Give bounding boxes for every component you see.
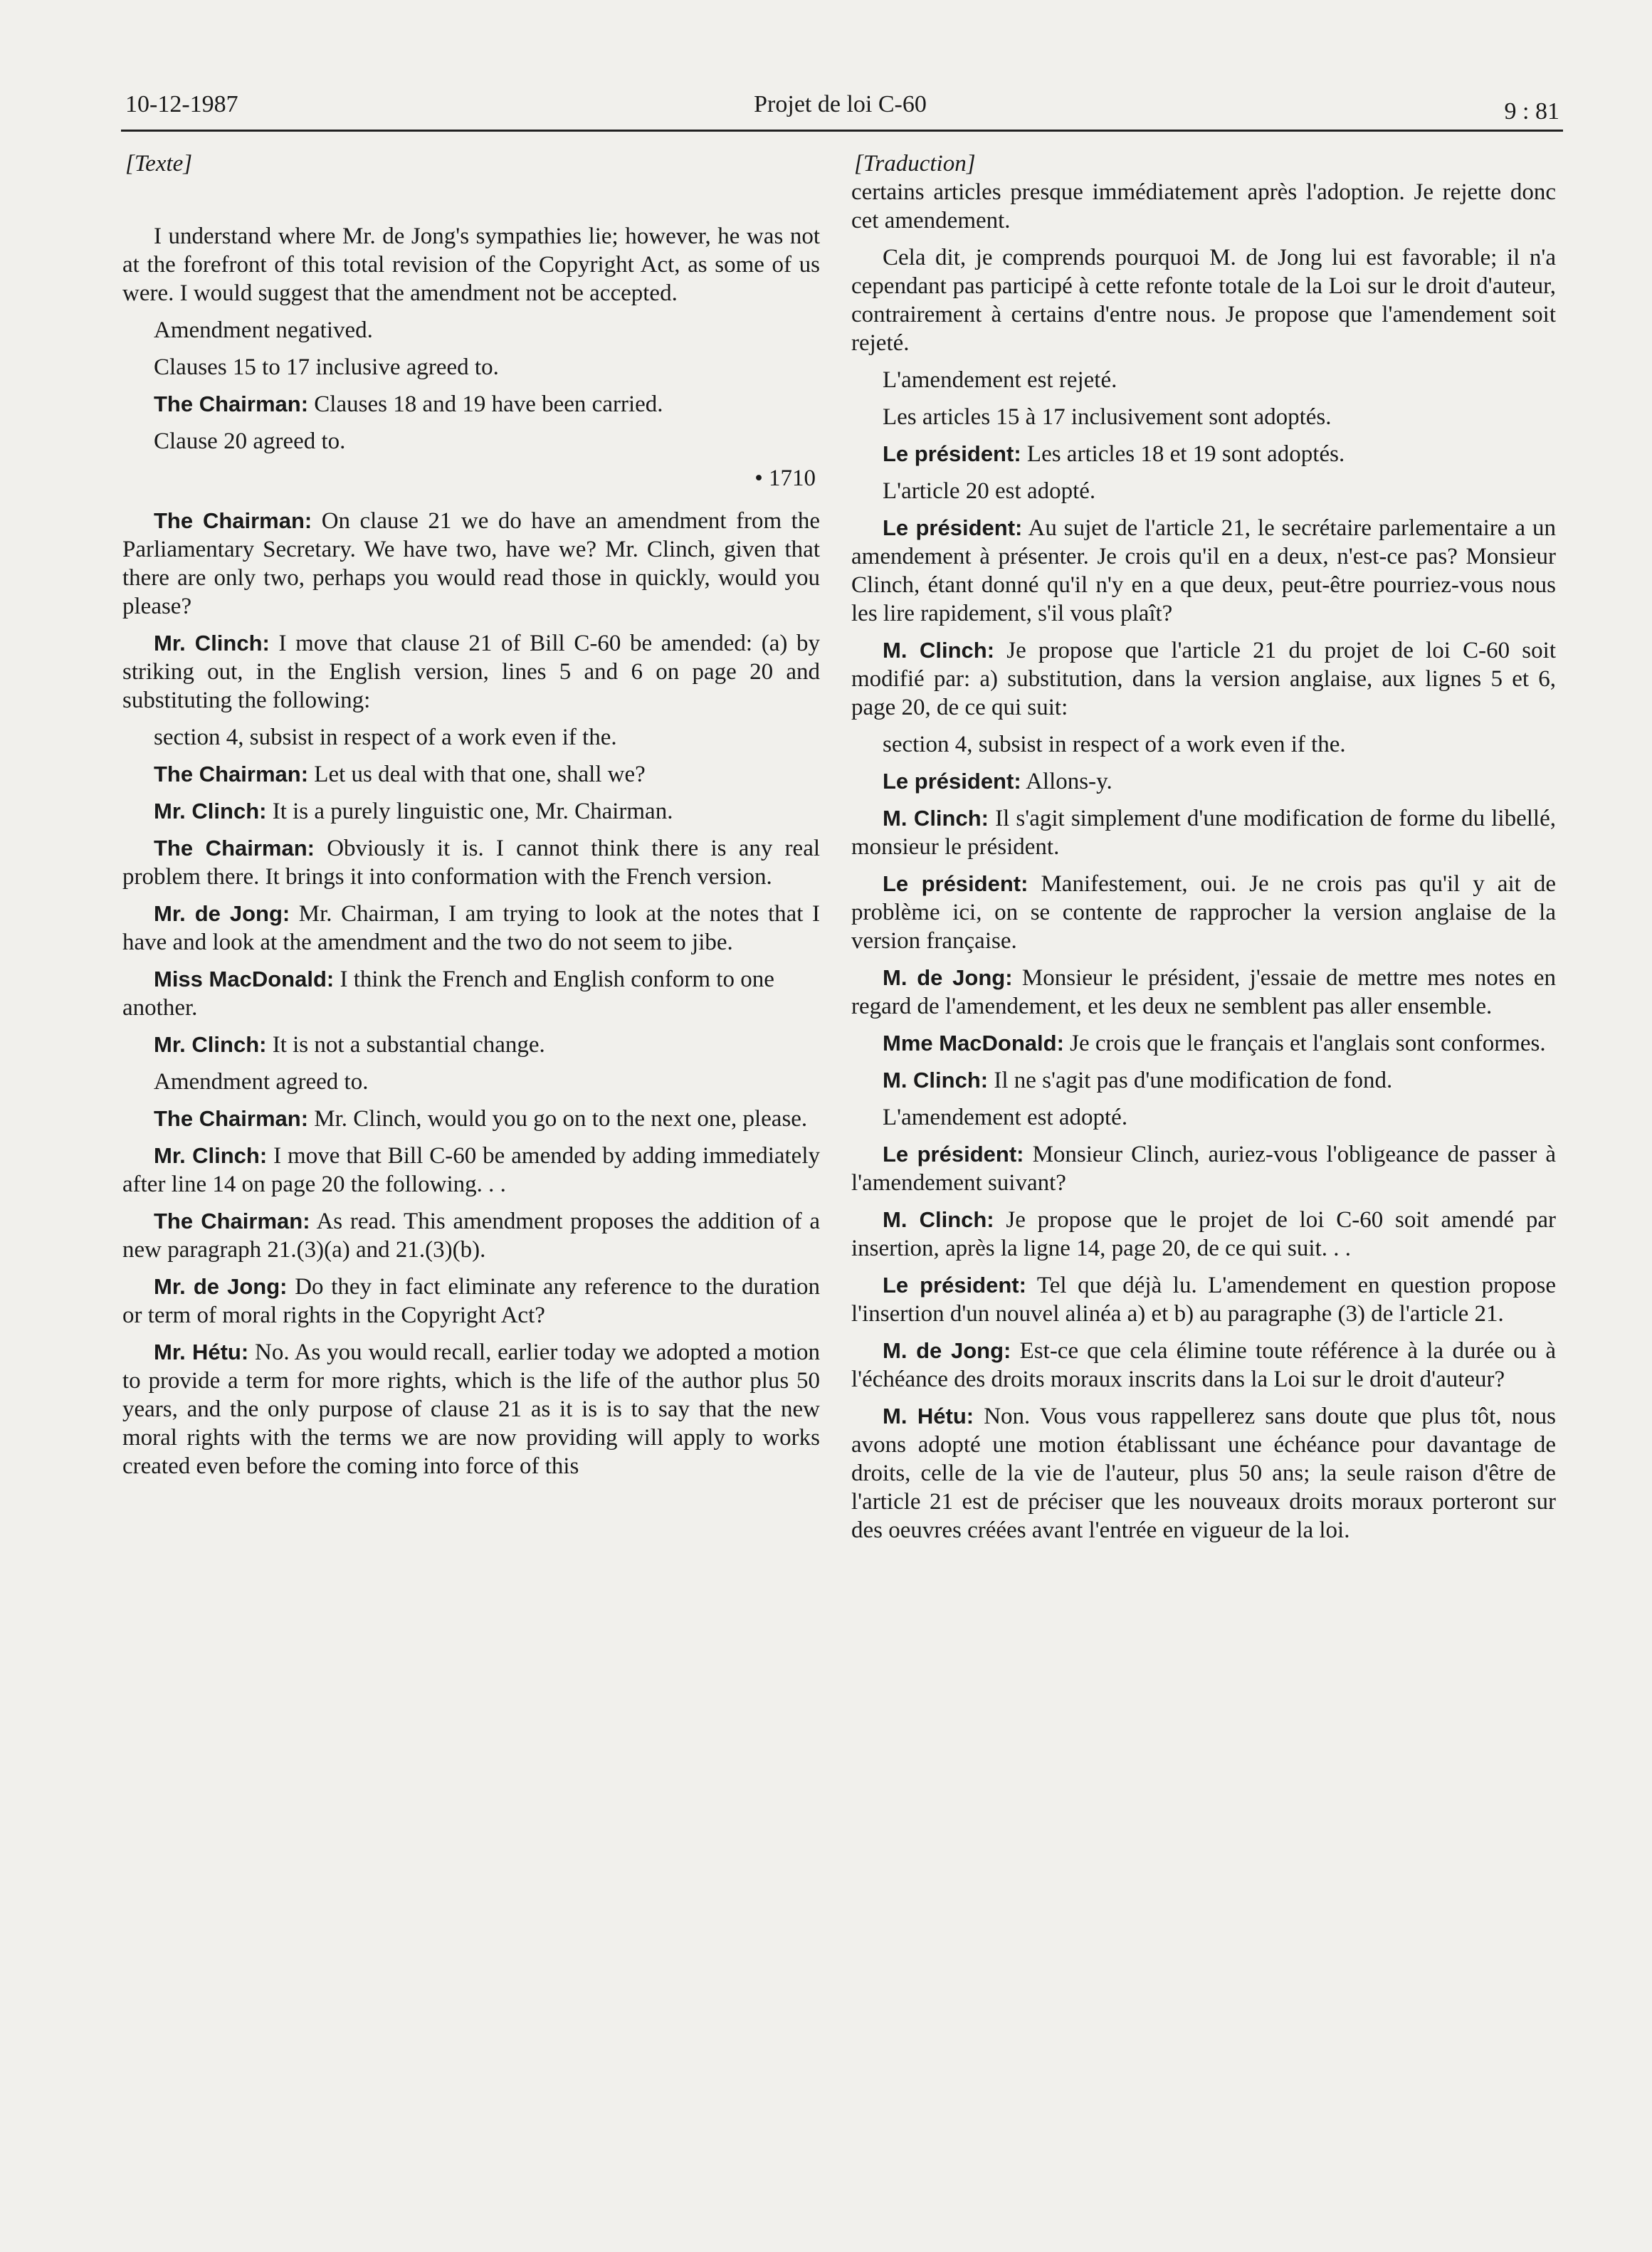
paragraph-text: I think the French and English conform to one another. [122,967,774,1021]
speaker-paragraph [122,1105,820,1133]
speaker-name: M. Clinch: [883,806,989,831]
paragraph-text: Obviously it is. I cannot think there is any real problem there. It brings it into conformation with the French version. [122,836,821,890]
column-tag: [Texte] [125,151,193,177]
paragraph-text: Clause 20 agreed to. [154,428,346,454]
paragraph-text: On clause 21 we do have an amendment from the Parliamentary Secretary. We have two, have we? Mr. Clinch, given that there are only two, perhaps you would read those in quickly, would you please? [122,508,820,619]
paragraph [851,243,1556,357]
paragraph [851,1103,1556,1132]
paragraph [122,222,820,307]
paragraph [851,178,1556,235]
paragraph-text: I move that clause 21 of Bill C-60 be amended: (a) by striking out, in the English version, lines 5 and 6 on page 20 and substituting the following: [122,631,821,713]
speaker-name: Le président: [883,515,1023,540]
paragraph-text: Monsieur le président, j'essaie de mettre mes notes en regard de l'amendement, et les deux ne semblent pas aller ensemble. [851,965,1556,1019]
paragraph-text: I move that Bill C-60 be amended by adding immediately after line 14 on page 20 the following. . . [122,1143,821,1197]
paragraph-text: Do they in fact eliminate any reference to the duration or term of moral rights in the Copyright Act? [122,1274,820,1328]
speaker-name: The Chairman: [154,836,315,861]
speaker-name: Miss MacDonald: [154,967,335,991]
paragraph-text: Allons-y. [1021,769,1112,794]
speaker-name: Le président: [883,769,1021,794]
speaker-paragraph [851,804,1556,861]
paragraph-text: Amendment negatived. [154,317,373,343]
running-header [121,91,1559,135]
speaker-name: M. de Jong: [883,965,1013,990]
header-page-number: 9 : 81 [1504,98,1559,125]
speaker-name: The Chairman: [154,1209,310,1233]
paragraph-text: Est-ce que cela élimine toute référence à la durée ou à l'échéance des droits moraux inscrits dans la Loi sur le droit d'auteur? [851,1338,1556,1392]
speaker-name: Mr. de Jong: [154,901,290,926]
time-marker: • 1710 [754,465,816,491]
speaker-paragraph [851,767,1556,796]
paragraph-text: section 4, subsist in respect of a work even if the. [883,732,1346,757]
paragraph-text: L'amendement est rejeté. [883,367,1117,393]
paragraph-text: section 4, subsist in respect of a work even if the. [154,725,617,750]
paragraph-text: Il s'agit simplement d'une modification de forme du libellé, monsieur le président. [851,806,1556,860]
paragraph [122,316,820,344]
paragraph-text: Je crois que le français et l'anglais sont conformes. [1063,1031,1546,1056]
speaker-paragraph [122,834,820,891]
paragraph-text: Monsieur Clinch, auriez-vous l'obligeance de passer à l'amendement suivant? [851,1142,1556,1196]
speaker-name: Mr. Clinch: [154,1032,267,1057]
paragraph-text: Au sujet de l'article 21, le secrétaire parlementaire a un amendement à présenter. Je crois qu'il en a deux, n'est-ce pas? Monsieur Clinch, étant donné qu'il n'y en a que deux, peut-être pourriez-vous nous les lire rapidement, s'il vous plaît? [851,515,1556,626]
paragraph-text: Mr. Clinch, would you go on to the next one, please. [308,1106,808,1132]
speaker-paragraph [851,1271,1556,1328]
paragraph-text: Clauses 15 to 17 inclusive agreed to. [154,354,499,380]
paragraph-text: No. As you would recall, earlier today we adopted a motion to provide a term for more rights, which is the life of the author plus 50 years, and the only purpose of clause 21 as it is is to say that the new moral rights with the terms we are now providing will apply to works created even before the coming into force of this [122,1340,820,1479]
speaker-name: Le président: [883,871,1028,896]
paragraph-text: Let us deal with that one, shall we? [308,762,646,787]
paragraph-text: Manifestement, oui. Je ne crois pas qu'il y ait de problème ici, on se contente de rapprocher la version anglaise de la version française. [851,871,1556,954]
paragraph-text: Les articles 18 et 19 sont adoptés. [1021,441,1345,467]
paragraph-text: Non. Vous vous rappellerez sans doute que plus tôt, nous avons adopté une motion établissant une échéance pour davantage de droits, celle de la vie de l'auteur, plus 50 ans; la seule raison d'être de l'article 21 est de préciser que les nouveaux droits moraux porteront sur des oeuvres créées avant l'entrée en vigueur de la loi. [851,1404,1556,1543]
paragraph-text: Je propose que le projet de loi C-60 soit amendé par insertion, après la ligne 14, page 20, de ce qui suit. . . [851,1207,1556,1261]
speaker-paragraph [851,1206,1556,1263]
speaker-paragraph [851,514,1556,628]
speaker-paragraph [851,1029,1556,1058]
header-date: 10-12-1987 [125,91,238,117]
speaker-paragraph [122,900,820,957]
speaker-name: M. Clinch: [883,638,995,663]
paragraph-text: Tel que déjà lu. L'amendement en question propose l'insertion d'un nouvel alinéa a) et b) au paragraphe (3) de l'article 21. [851,1273,1556,1327]
paragraph [851,403,1556,431]
speaker-paragraph [122,629,820,715]
header-rule [121,130,1563,132]
speaker-name: The Chairman: [154,1106,309,1131]
speaker-paragraph [851,870,1556,955]
speaker-name: The Chairman: [154,762,309,786]
speaker-paragraph [851,1140,1556,1197]
speaker-name: Le président: [883,1142,1024,1167]
speaker-paragraph [851,1337,1556,1394]
speaker-paragraph [122,965,820,1022]
speaker-paragraph [122,1207,820,1264]
paragraph [122,1068,820,1096]
paragraph-text: L'article 20 est adopté. [883,478,1096,504]
speaker-name: Mr. de Jong: [154,1274,288,1299]
speaker-paragraph [851,1066,1556,1095]
speaker-paragraph [122,1142,820,1199]
speaker-paragraph [122,507,820,621]
speaker-paragraph [122,760,820,789]
paragraph-text: Je propose que l'article 21 du projet de loi C-60 soit modifié par: a) substitution, dans la version anglaise, aux lignes 5 et 6, page 20, de ce qui suit: [851,638,1556,720]
speaker-name: M. Hétu: [883,1404,974,1428]
speaker-paragraph [851,964,1556,1021]
speaker-name: Mme MacDonald: [883,1031,1064,1056]
paragraph [851,477,1556,505]
speaker-name: Mr. Clinch: [154,631,270,656]
paragraph-text: It is not a substantial change. [266,1032,545,1058]
french-column [851,149,1556,1553]
speaker-paragraph [122,1338,820,1480]
paragraph-text: Il ne s'agit pas d'une modification de fond. [988,1068,1393,1093]
speaker-name: Le président: [883,441,1021,466]
speaker-name: Le président: [883,1273,1026,1298]
column-tag: [Traduction] [854,151,976,177]
speaker-name: The Chairman: [154,508,312,533]
paragraph [851,730,1556,759]
paragraph-text: Clauses 18 and 19 have been carried. [308,391,663,417]
speaker-name: Mr. Clinch: [154,799,267,824]
paragraph-text: Amendment agreed to. [154,1069,369,1095]
speaker-name: The Chairman: [154,391,309,416]
paragraph-text: Cela dit, je comprends pourquoi M. de Jong lui est favorable; il n'a cependant pas participé à cette refonte totale de la Loi sur le droit d'auteur, contrairement à certains d'entre nous. Je propose que l'amendement soit rejeté. [851,245,1556,356]
speaker-paragraph [851,440,1556,468]
paragraph [122,353,820,382]
speaker-paragraph [851,636,1556,722]
paragraph-text: It is a purely linguistic one, Mr. Chairman. [266,799,673,824]
paragraph [122,723,820,752]
speaker-name: M. Clinch: [883,1207,994,1232]
header-title: Projet de loi C-60 [754,91,927,117]
paragraph-text: certains articles presque immédiatement après l'adoption. Je rejette donc cet amendement. [851,179,1556,233]
speaker-name: M. Clinch: [883,1068,989,1093]
speaker-paragraph [122,1273,820,1330]
speaker-paragraph [122,797,820,826]
speaker-name: Mr. Clinch: [154,1143,268,1168]
speaker-name: Mr. Hétu: [154,1340,249,1364]
paragraph [122,427,820,456]
paragraph-text: Mr. Chairman, I am trying to look at the notes that I have and look at the amendment and the two do not seem to jibe. [122,901,820,955]
speaker-name: M. de Jong: [883,1338,1011,1363]
paragraph [851,366,1556,394]
speaker-paragraph [851,1402,1556,1545]
english-column [122,149,820,1489]
speaker-paragraph [122,1031,820,1059]
speaker-paragraph [122,390,820,419]
paragraph-text: Les articles 15 à 17 inclusivement sont adoptés. [883,404,1332,430]
paragraph-text: As read. This amendment proposes the addition of a new paragraph 21.(3)(a) and 21.(3)(b). [122,1209,820,1263]
paragraph-text: L'amendement est adopté. [883,1105,1128,1130]
paragraph-text: I understand where Mr. de Jong's sympathies lie; however, he was not at the forefront of this total revision of the Copyright Act, as some of us were. I would suggest that the amendment not be accepted. [122,223,820,306]
